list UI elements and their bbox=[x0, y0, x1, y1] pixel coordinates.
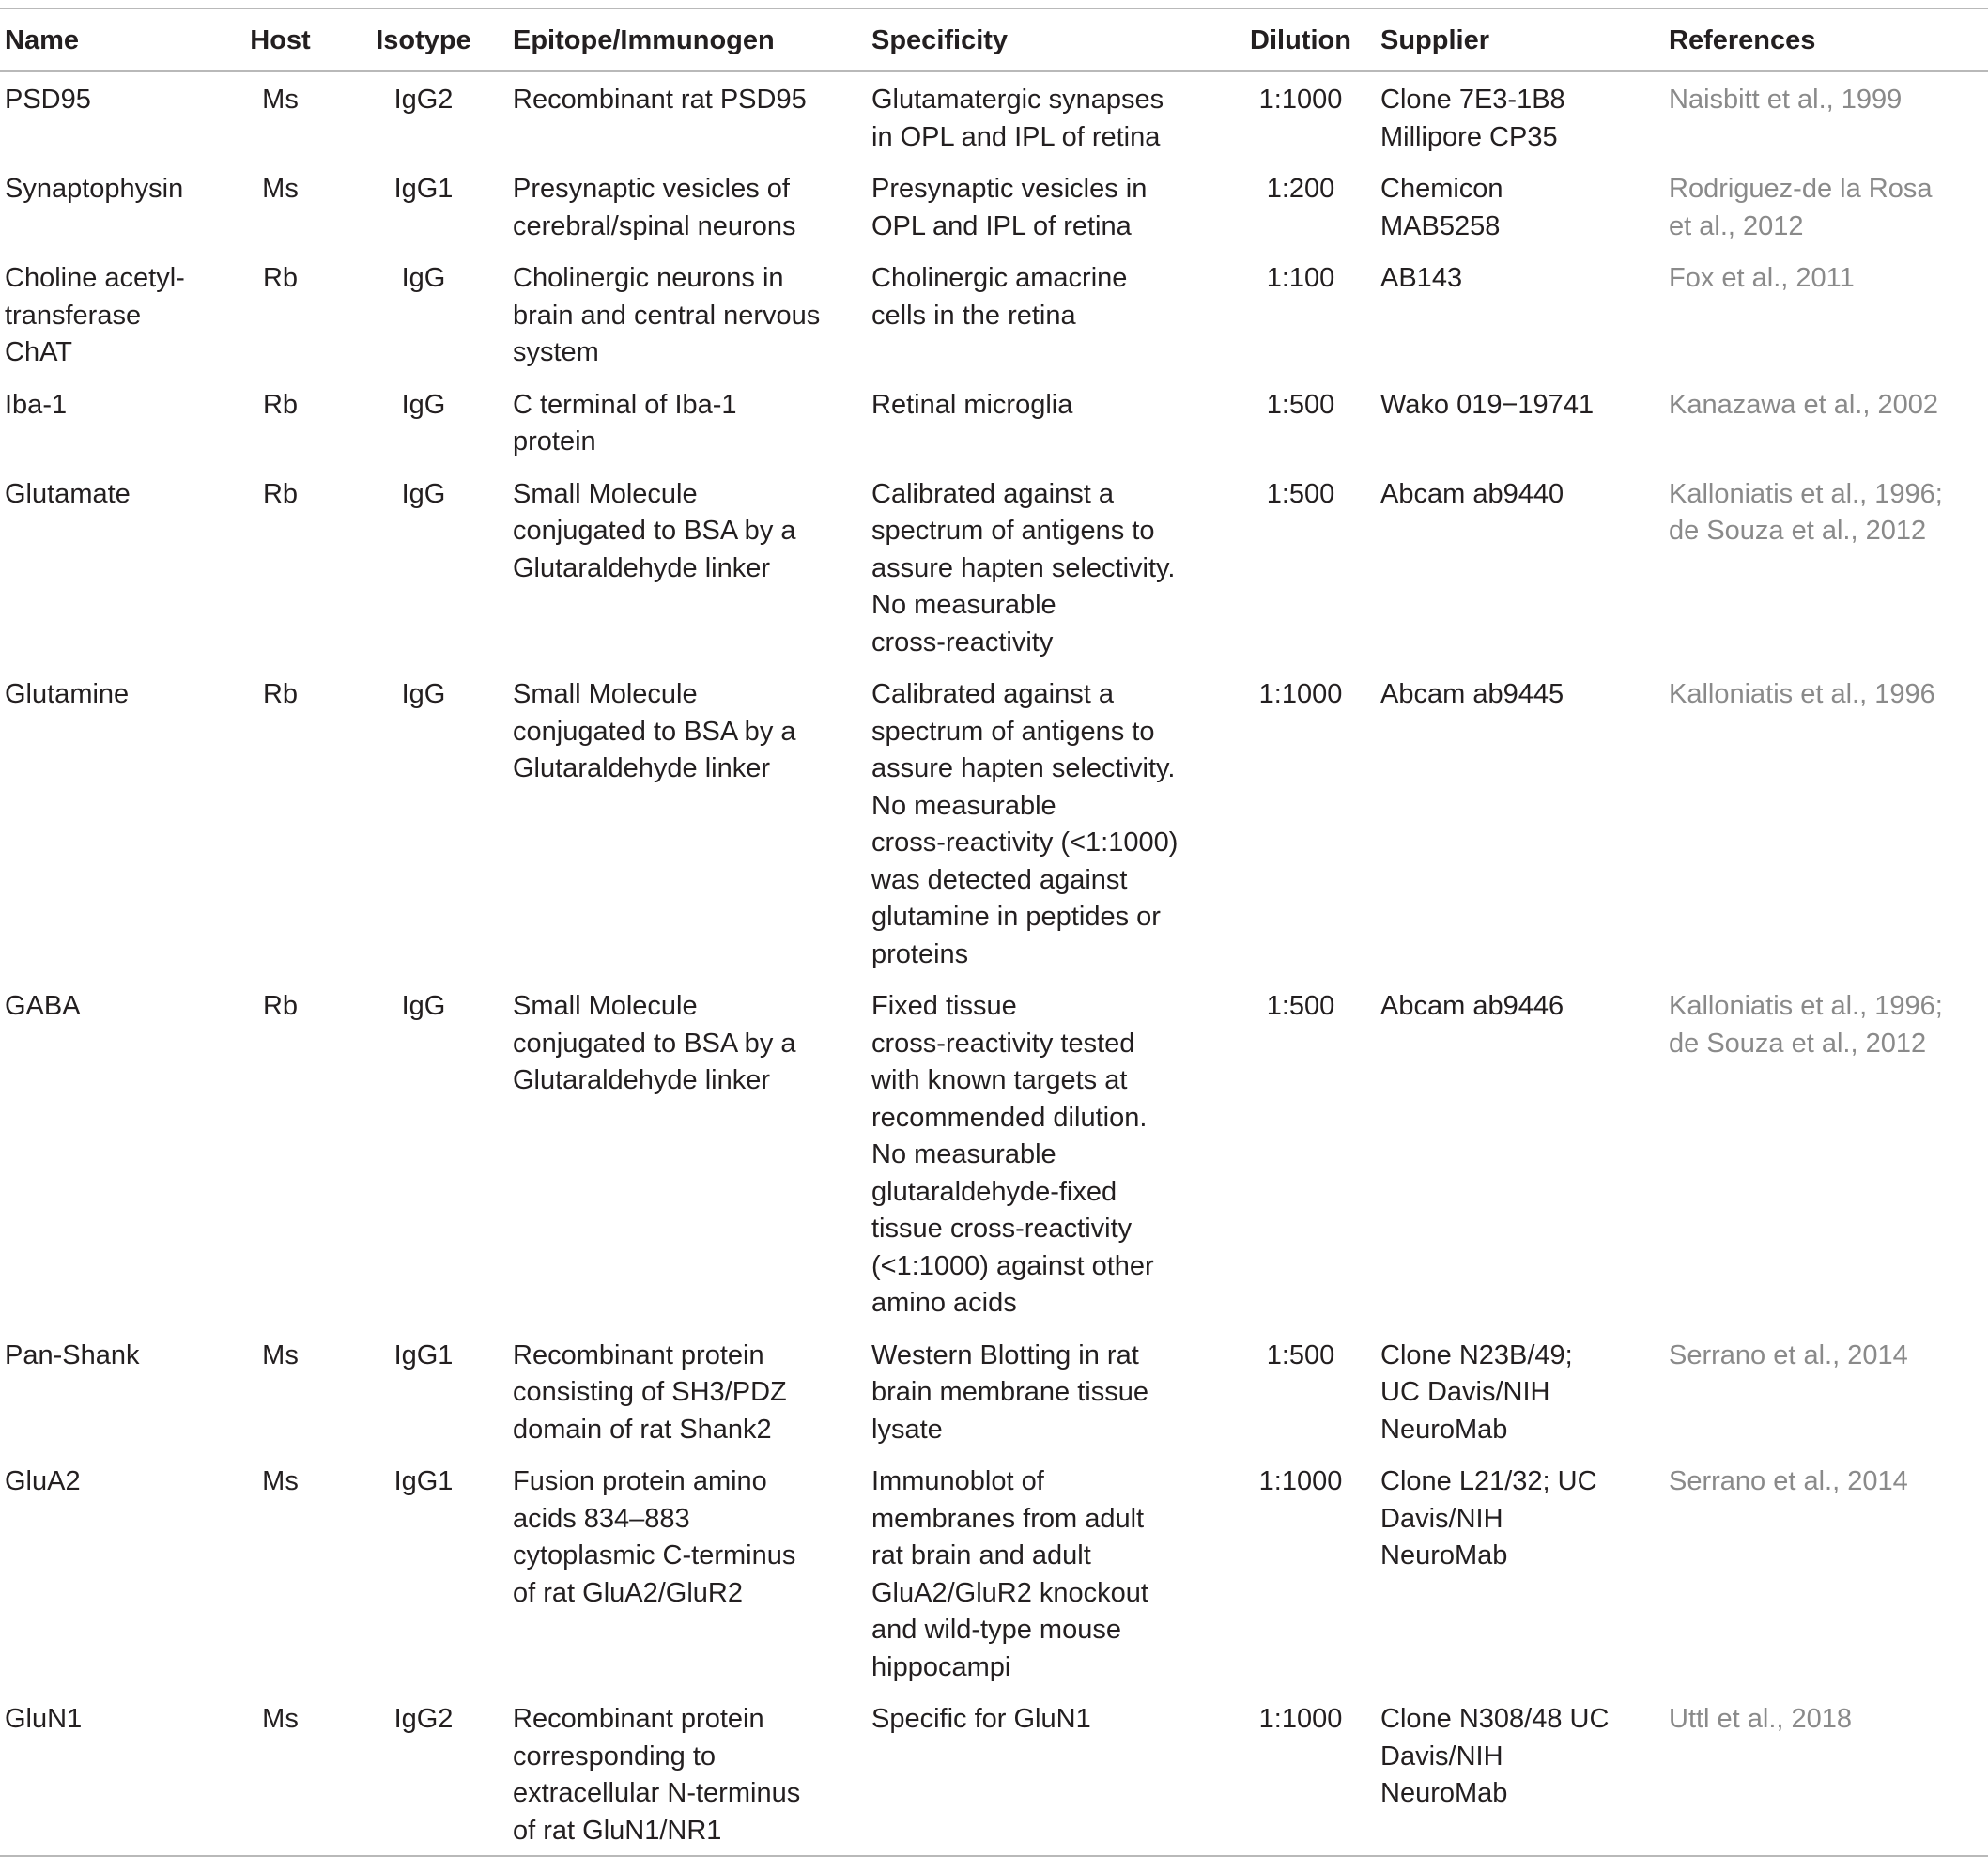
cell-name: Iba-1 bbox=[5, 389, 68, 420]
cell-epitope: Small Molecule conjugated to BSA by a Glutaraldehyde linker bbox=[513, 478, 796, 583]
cell-supplier: Abcam ab9445 bbox=[1380, 679, 1564, 709]
cell-epitope: Fusion protein amino acids 834–883 cytoplasmic C-terminus of rat GluA2/GluR2 bbox=[513, 1466, 796, 1608]
cell-dilution: 1:1000 bbox=[1258, 1466, 1343, 1496]
cell-specificity: Immunoblot of membranes from adult rat brain and adult GluA2/GluR2 knockout and wild-type mouse hippocampi bbox=[871, 1466, 1148, 1682]
cell-epitope: Small Molecule conjugated to BSA by a Glutaraldehyde linker bbox=[513, 991, 796, 1095]
cell-specificity: Specific for GluN1 bbox=[871, 1704, 1091, 1734]
header-name: Name bbox=[5, 25, 79, 55]
cell-name: Glutamate bbox=[5, 478, 131, 509]
cell-references[interactable]: Serrano et al., 2014 bbox=[1669, 1339, 1908, 1370]
cell-host: Rb bbox=[262, 478, 299, 509]
cell-epitope: Recombinant rat PSD95 bbox=[513, 85, 807, 115]
cell-host: Ms bbox=[262, 174, 299, 204]
cell-name: Glutamine bbox=[5, 679, 130, 709]
cell-name: Choline acetyl- transferase ChAT bbox=[5, 263, 185, 367]
cell-host: Rb bbox=[262, 389, 299, 420]
cell-isotype: IgG1 bbox=[393, 174, 454, 204]
cell-isotype: IgG bbox=[401, 263, 446, 293]
cell-name: GluN1 bbox=[5, 1704, 83, 1734]
cell-supplier: Abcam ab9446 bbox=[1380, 991, 1564, 1021]
cell-specificity: Cholinergic amacrine cells in the retina bbox=[871, 263, 1128, 331]
cell-supplier: AB143 bbox=[1380, 263, 1463, 293]
cell-name: Pan-Shank bbox=[5, 1339, 140, 1370]
table-row bbox=[0, 71, 1988, 162]
cell-epitope: Recombinant protein consisting of SH3/PDZ domain of rat Shank2 bbox=[513, 1339, 787, 1445]
table-body bbox=[0, 71, 1988, 1856]
table-row bbox=[0, 378, 1988, 467]
table-row bbox=[0, 467, 1988, 668]
header-isotype: Isotype bbox=[376, 25, 471, 55]
cell-dilution: 1:500 bbox=[1266, 389, 1335, 420]
cell-dilution: 1:1000 bbox=[1258, 679, 1343, 709]
cell-isotype: IgG bbox=[401, 991, 446, 1021]
cell-host: Ms bbox=[262, 1339, 299, 1370]
cell-host: Ms bbox=[262, 1704, 299, 1734]
antibody-table-container bbox=[0, 8, 1988, 1857]
cell-dilution: 1:100 bbox=[1266, 263, 1335, 293]
cell-supplier: Clone 7E3-1B8 Millipore CP35 bbox=[1380, 85, 1565, 152]
cell-references[interactable]: Kalloniatis et al., 1996; de Souza et al., 2012 bbox=[1669, 991, 1943, 1059]
cell-references[interactable]: Fox et al., 2011 bbox=[1669, 263, 1855, 293]
cell-isotype: IgG1 bbox=[393, 1466, 454, 1496]
header-epitope: Epitope/Immunogen bbox=[513, 25, 775, 55]
table-row bbox=[0, 1454, 1988, 1692]
cell-epitope: C terminal of Iba-1 protein bbox=[513, 389, 737, 457]
cell-isotype: IgG1 bbox=[393, 1339, 454, 1370]
header-specificity: Specificity bbox=[871, 25, 1009, 55]
cell-name: GABA bbox=[5, 991, 81, 1021]
cell-epitope: Presynaptic vesicles of cerebral/spinal neurons bbox=[513, 174, 796, 241]
cell-host: Rb bbox=[262, 991, 299, 1021]
cell-specificity: Presynaptic vesicles in OPL and IPL of retina bbox=[871, 174, 1148, 241]
cell-references[interactable]: Kalloniatis et al., 1996 bbox=[1669, 679, 1935, 709]
header-supplier: Supplier bbox=[1380, 25, 1490, 55]
cell-epitope: Recombinant protein corresponding to extracellular N-terminus of rat GluN1/NR1 bbox=[513, 1704, 801, 1846]
cell-isotype: IgG bbox=[401, 478, 446, 509]
cell-specificity: Fixed tissue cross-reactivity tested with known targets at recommended dilution. No measurable glutaraldehyde-fixed tissue cross-reactivity (<1:1000) against other amino acids bbox=[871, 991, 1154, 1318]
table-row bbox=[0, 979, 1988, 1328]
table-row bbox=[0, 1328, 1988, 1455]
cell-name: GluA2 bbox=[5, 1466, 81, 1496]
cell-supplier: Abcam ab9440 bbox=[1380, 478, 1564, 509]
table-row bbox=[0, 162, 1988, 251]
antibody-table bbox=[0, 8, 1988, 1857]
cell-specificity: Calibrated against a spectrum of antigens to assure hapten selectivity. No measurable cross-reactivity bbox=[871, 478, 1176, 658]
cell-epitope: Cholinergic neurons in brain and central nervous system bbox=[513, 263, 821, 367]
cell-name: Synaptophysin bbox=[5, 174, 184, 204]
cell-supplier: Clone N308/48 UC Davis/NIH NeuroMab bbox=[1380, 1704, 1610, 1808]
cell-supplier: Wako 019−19741 bbox=[1380, 389, 1595, 420]
header-references: References bbox=[1669, 25, 1816, 55]
table-header-row bbox=[0, 8, 1988, 71]
cell-references[interactable]: Naisbitt et al., 1999 bbox=[1669, 85, 1903, 115]
cell-host: Rb bbox=[262, 263, 299, 293]
cell-supplier: Clone N23B/49; UC Davis/NIH NeuroMab bbox=[1380, 1339, 1573, 1445]
cell-references[interactable]: Rodriguez-de la Rosa et al., 2012 bbox=[1669, 174, 1933, 241]
cell-specificity: Retinal microglia bbox=[871, 389, 1073, 420]
cell-dilution: 1:500 bbox=[1266, 1339, 1335, 1370]
cell-isotype: IgG bbox=[401, 389, 446, 420]
cell-isotype: IgG bbox=[401, 679, 446, 709]
cell-isotype: IgG2 bbox=[393, 1704, 454, 1734]
cell-specificity: Glutamatergic synapses in OPL and IPL of retina bbox=[871, 85, 1164, 152]
cell-references[interactable]: Kanazawa et al., 2002 bbox=[1669, 389, 1938, 420]
table-row bbox=[0, 1692, 1988, 1856]
table-row bbox=[0, 667, 1988, 979]
cell-name: PSD95 bbox=[5, 85, 91, 115]
cell-references[interactable]: Kalloniatis et al., 1996; de Souza et al., 2012 bbox=[1669, 478, 1943, 546]
cell-epitope: Small Molecule conjugated to BSA by a Glutaraldehyde linker bbox=[513, 679, 796, 783]
cell-dilution: 1:500 bbox=[1266, 991, 1335, 1021]
cell-dilution: 1:1000 bbox=[1258, 1704, 1343, 1734]
cell-supplier: Clone L21/32; UC Davis/NIH NeuroMab bbox=[1380, 1466, 1597, 1571]
cell-supplier: Chemicon MAB5258 bbox=[1380, 174, 1503, 241]
cell-host: Rb bbox=[262, 679, 299, 709]
cell-host: Ms bbox=[262, 85, 299, 115]
cell-isotype: IgG2 bbox=[393, 85, 454, 115]
cell-dilution: 1:200 bbox=[1266, 174, 1335, 204]
cell-references[interactable]: Serrano et al., 2014 bbox=[1669, 1466, 1908, 1496]
cell-specificity: Calibrated against a spectrum of antigens to assure hapten selectivity. No measurable cross-reactivity (<1:1000) was detected against glutamine in peptides or proteins bbox=[871, 679, 1179, 969]
cell-host: Ms bbox=[262, 1466, 299, 1496]
cell-references[interactable]: Uttl et al., 2018 bbox=[1669, 1704, 1853, 1734]
header-dilution: Dilution bbox=[1250, 25, 1351, 55]
header-host: Host bbox=[250, 25, 311, 55]
table-row bbox=[0, 251, 1988, 378]
cell-dilution: 1:500 bbox=[1266, 478, 1335, 509]
cell-specificity: Western Blotting in rat brain membrane tissue lysate bbox=[871, 1339, 1148, 1445]
cell-dilution: 1:1000 bbox=[1258, 85, 1343, 115]
